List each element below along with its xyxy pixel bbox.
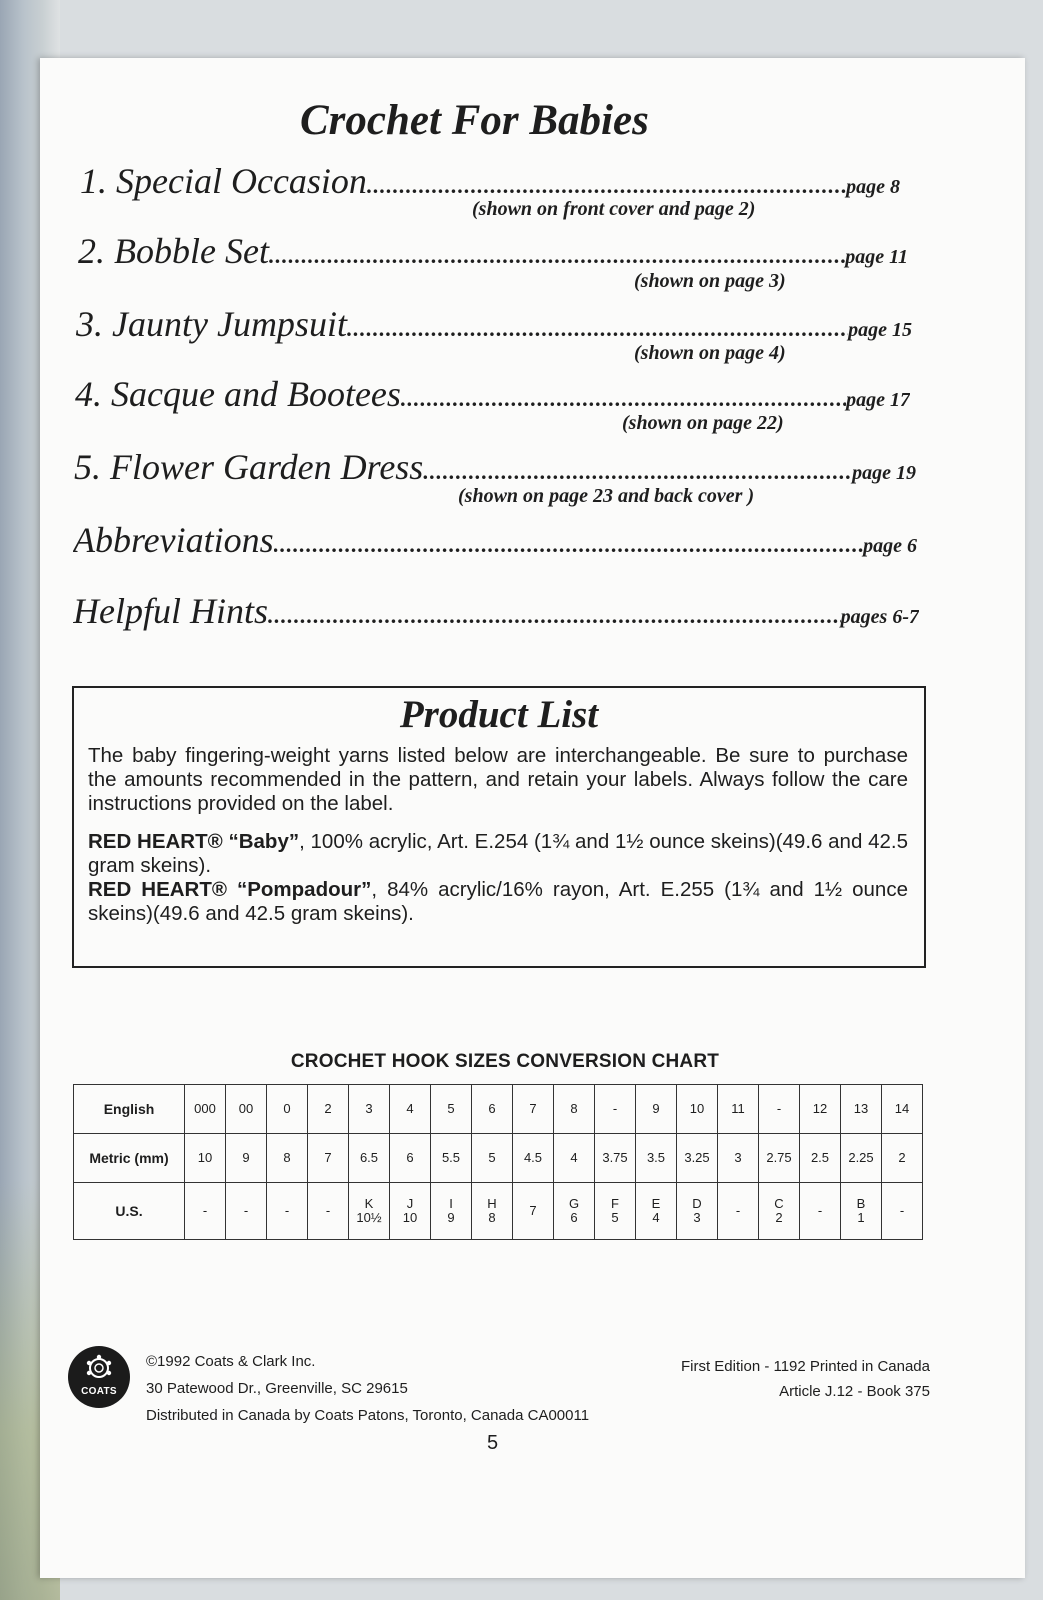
toc-entry-note: (shown on page 22)	[622, 412, 784, 434]
table-row-metric	[74, 1134, 923, 1183]
table-cell: -	[267, 1183, 308, 1240]
table-cell: 11	[718, 1085, 759, 1134]
table-cell: 2.5	[800, 1134, 841, 1183]
toc-entry-label: 2. Bobble Set	[78, 231, 269, 271]
leader-dots	[269, 243, 845, 269]
yarn-item-baby	[88, 830, 908, 878]
toc-entry-page: pages 6-7	[840, 606, 919, 628]
toc-entry-label: 1. Special Occasion	[80, 161, 367, 201]
table-cell: 2	[308, 1085, 349, 1134]
table-cell: I 9	[431, 1183, 472, 1240]
footer-edition-info	[681, 1354, 930, 1404]
table-cell: -	[185, 1183, 226, 1240]
toc-title: Crochet For Babies	[300, 97, 649, 144]
toc-entry-label: 4. Sacque and Bootees	[75, 374, 401, 414]
row-header: U.S.	[74, 1183, 185, 1240]
table-cell: 4.5	[513, 1134, 554, 1183]
toc-entry-abbreviations	[73, 519, 917, 561]
table-cell: 0	[267, 1085, 308, 1134]
logo-wordmark: COATS	[81, 1386, 117, 1397]
yarn-details: , 100% acrylic, Art. E.254 (1¾ and 1½ ounce skeins)(49.6 and 42.5 gram skeins).	[88, 830, 908, 877]
toc-entry-jaunty-jumpsuit	[76, 303, 912, 345]
toc-entry-bobble-set	[78, 230, 908, 272]
toc-entry-label: Helpful Hints	[73, 591, 268, 631]
table-cell: -	[882, 1183, 923, 1240]
table-cell: 10	[185, 1134, 226, 1183]
booklet-page	[40, 58, 1025, 1578]
table-cell: 7	[513, 1085, 554, 1134]
toc-entry-label: Abbreviations	[73, 520, 274, 560]
table-cell: 2	[882, 1134, 923, 1183]
toc-entry-sacque-bootees	[75, 373, 910, 415]
toc-entry-helpful-hints	[73, 590, 919, 632]
yarn-brand: RED HEART®	[88, 878, 227, 901]
toc-entry-page: page 15	[848, 319, 912, 341]
table-cell: 2.75	[759, 1134, 800, 1183]
leader-dots	[423, 459, 852, 485]
yarn-item-pompadour	[88, 878, 908, 926]
table-cell: H 8	[472, 1183, 513, 1240]
table-cell: 5	[431, 1085, 472, 1134]
address-text: 30 Patewood Dr., Greenville, SC 29615	[146, 1380, 408, 1397]
page-number: 5	[486, 1432, 499, 1454]
table-cell: -	[595, 1085, 636, 1134]
leader-dots	[401, 386, 846, 412]
table-cell: C 2	[759, 1183, 800, 1240]
table-cell: G 6	[554, 1183, 595, 1240]
table-cell: 14	[882, 1085, 923, 1134]
leader-dots	[268, 603, 841, 629]
table-row-english	[74, 1085, 923, 1134]
table-cell: 7	[513, 1183, 554, 1240]
toc-entry-flower-garden-dress	[74, 446, 916, 488]
yarn-name: “Baby”	[228, 830, 300, 853]
product-list-title: Product List	[399, 693, 599, 736]
toc-entry-note: (shown on page 4)	[634, 342, 786, 364]
toc-entry-page: page 19	[852, 462, 916, 484]
table-cell: -	[718, 1183, 759, 1240]
toc-entry-note: (shown on page 3)	[634, 270, 786, 292]
table-cell: 5	[472, 1134, 513, 1183]
table-row-us	[74, 1183, 923, 1240]
yarn-name: “Pompadour”	[236, 878, 372, 901]
coats-logo-icon	[68, 1346, 130, 1408]
footer-publisher-info	[146, 1348, 589, 1429]
hook-size-table	[73, 1084, 923, 1240]
table-cell: 6	[472, 1085, 513, 1134]
table-cell: F 5	[595, 1183, 636, 1240]
table-cell: -	[759, 1085, 800, 1134]
table-cell: -	[308, 1183, 349, 1240]
product-list-box	[72, 686, 926, 968]
distributor-text: Distributed in Canada by Coats Patons, Toronto, Canada CA00011	[146, 1407, 590, 1424]
table-cell: 12	[800, 1085, 841, 1134]
row-header: English	[74, 1085, 185, 1134]
table-cell: 10	[677, 1085, 718, 1134]
table-cell: 8	[267, 1134, 308, 1183]
product-list-body	[88, 744, 908, 926]
yarn-brand: RED HEART®	[88, 830, 223, 853]
article-text: Article J.12 - Book 375	[779, 1383, 930, 1400]
table-cell: B 1	[841, 1183, 882, 1240]
table-cell: 4	[390, 1085, 431, 1134]
table-cell: 13	[841, 1085, 882, 1134]
leader-dots	[367, 173, 846, 199]
table-cell: 2.25	[841, 1134, 882, 1183]
toc-entry-note: (shown on front cover and page 2)	[472, 198, 756, 220]
toc-entry-label: 3. Jaunty Jumpsuit	[76, 304, 347, 344]
table-cell: 3	[349, 1085, 390, 1134]
table-cell: K 10½	[349, 1183, 390, 1240]
product-list-intro: The baby fingering-weight yarns listed below are interchangeable. Be sure to purchase the amounts recommended in the pattern, and retain your labels. Always follow the care instructions provided on the label.	[88, 744, 908, 815]
table-cell: E 4	[636, 1183, 677, 1240]
table-cell: 3.5	[636, 1134, 677, 1183]
table-cell: -	[800, 1183, 841, 1240]
table-cell: 00	[226, 1085, 267, 1134]
toc-entry-page: page 11	[845, 246, 908, 268]
leader-dots	[274, 532, 863, 558]
toc-entry-page: page 8	[846, 176, 900, 198]
copyright-text: ©1992 Coats & Clark Inc.	[146, 1353, 316, 1370]
table-cell: 4	[554, 1134, 595, 1183]
toc-entry-label: 5. Flower Garden Dress	[74, 447, 424, 487]
toc-entry-page: page 6	[863, 535, 917, 557]
table-cell: -	[226, 1183, 267, 1240]
coats-logo	[68, 1346, 130, 1408]
table-cell: 3	[718, 1134, 759, 1183]
table-cell: 8	[554, 1085, 595, 1134]
table-cell: 3.25	[677, 1134, 718, 1183]
leader-dots	[347, 316, 848, 342]
table-cell: 000	[185, 1085, 226, 1134]
toc-entry-note: (shown on page 23 and back cover )	[458, 485, 755, 507]
table-cell: 6.5	[349, 1134, 390, 1183]
hook-chart-title: CROCHET HOOK SIZES CONVERSION CHART	[290, 1051, 720, 1072]
row-header: Metric (mm)	[74, 1134, 185, 1183]
toc-entry-page: page 17	[846, 389, 910, 411]
table-cell: 9	[636, 1085, 677, 1134]
yarn-details: , 84% acrylic/16% rayon, Art. E.255 (1¾ and 1½ ounce skeins)(49.6 and 42.5 gram skeins).	[88, 878, 908, 925]
toc-entry-special-occasion	[80, 160, 900, 202]
table-cell: 5.5	[431, 1134, 472, 1183]
table-cell: J 10	[390, 1183, 431, 1240]
table-cell: 7	[308, 1134, 349, 1183]
table-cell: 6	[390, 1134, 431, 1183]
edition-text: First Edition - 1192 Printed in Canada	[680, 1358, 930, 1375]
table-cell: 3.75	[595, 1134, 636, 1183]
table-cell: D 3	[677, 1183, 718, 1240]
table-cell: 9	[226, 1134, 267, 1183]
